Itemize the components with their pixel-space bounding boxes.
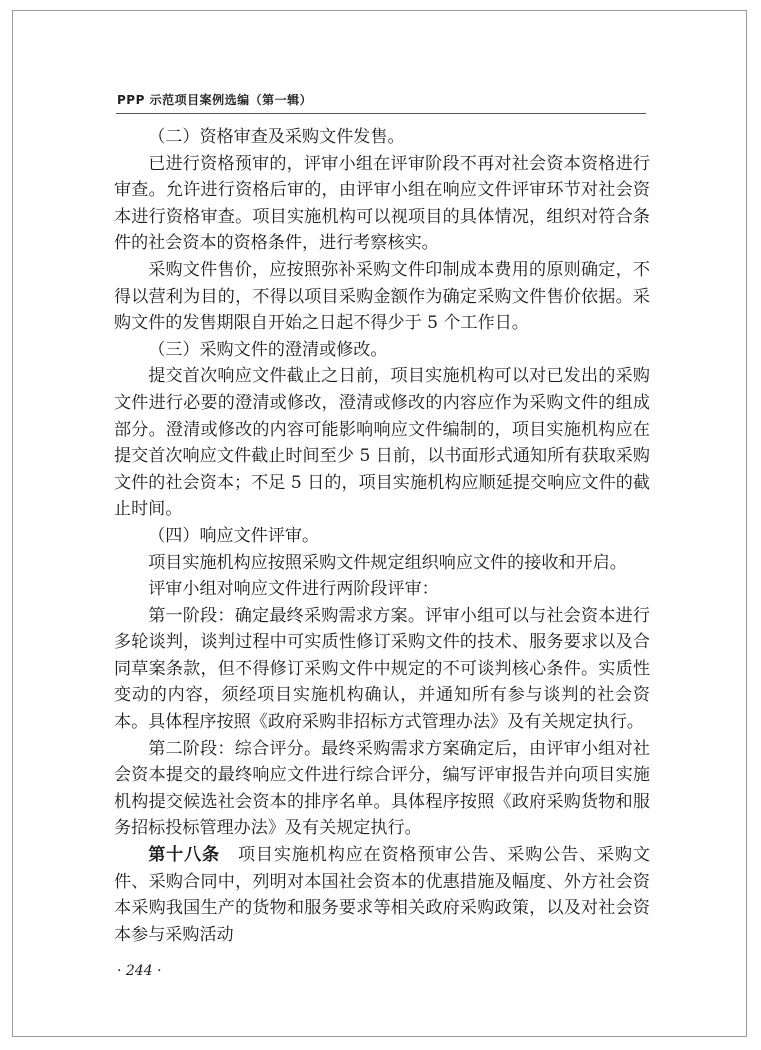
subheading-4: （四）响应文件评审。 (148, 525, 320, 546)
paragraph: 第二阶段：综合评分。最终采购需求方案确定后，由评审小组对社会资本提交的最终响应文件进行综合评分，编写评审报告并向项目实施机构提交候选社会资本的排序名单。具体程序按照《政府采购货物和服务招标投标管理办法》及有关规定执行。 (114, 738, 650, 839)
running-header: PPP 示范项目案例选编（第一辑） (117, 93, 313, 107)
subheading-2: （二）资格审查及采购文件发售。 (148, 127, 405, 147)
paragraph: 采购文件售价，应按照弥补采购文件印制成本费用的原则确定，不得以营利为目的，不得以项目采购金额作为确定采购文件售价依据。采购文件的发售期限自开始之日起不得少于 5 个工作日。 (114, 259, 650, 334)
body-text (114, 124, 650, 948)
article-text: 项目实施机构应在资格预审公告、采购公告、采购文件、采购合同中，列明对本国社会资本的优惠措施及幅度、外方社会资本采购我国生产的货物和服务要求等相关政府采购政策，以及对社会资本参与采购活动 (114, 845, 651, 945)
article-paragraph (114, 842, 650, 948)
paragraph: 评审小组对响应文件进行两阶段评审： (148, 579, 439, 600)
page-number: · 244 · (117, 963, 162, 979)
header-rule (116, 113, 646, 114)
subheading-3: （三）采购文件的澄清或修改。 (148, 339, 388, 360)
paragraph: 已进行资格预审的，评审小组在评审阶段不再对社会资本资格进行审查。允许进行资格后审的，由评审小组在响应文件评审环节对社会资本进行资格审查。项目实施机构可以视项目的具体情况，组织对符合条件的社会资本的资格条件，进行考察核实。 (114, 153, 650, 254)
article-number: 第十八条 (148, 845, 220, 866)
paragraph: 提交首次响应文件截止之日前，项目实施机构可以对已发出的采购文件进行必要的澄清或修改，澄清或修改的内容应作为采购文件的组成部分。澄清或修改的内容可能影响响应文件编制的，项目实施机构应在提交首次响应文件截止时间至少 5 日前，以书面形式通知所有获取采购文件的社会资本；不足 5 日的，项目实施机构应顺延提交响应文件的截止时间。 (114, 366, 650, 520)
paragraph: 项目实施机构应按照采购文件规定组织响应文件的接收和开启。 (148, 552, 627, 573)
paragraph: 第一阶段：确定最终采购需求方案。评审小组可以与社会资本进行多轮谈判，谈判过程中可实质性修订采购文件的技术、服务要求以及合同草案条款，但不得修订采购文件中规定的不可谈判核心条件。实质性变动的内容，须经项目实施机构确认，并通知所有参与谈判的社会资本。具体程序按照《政府采购非招标方式管理办法》及有关规定执行。 (114, 605, 650, 733)
